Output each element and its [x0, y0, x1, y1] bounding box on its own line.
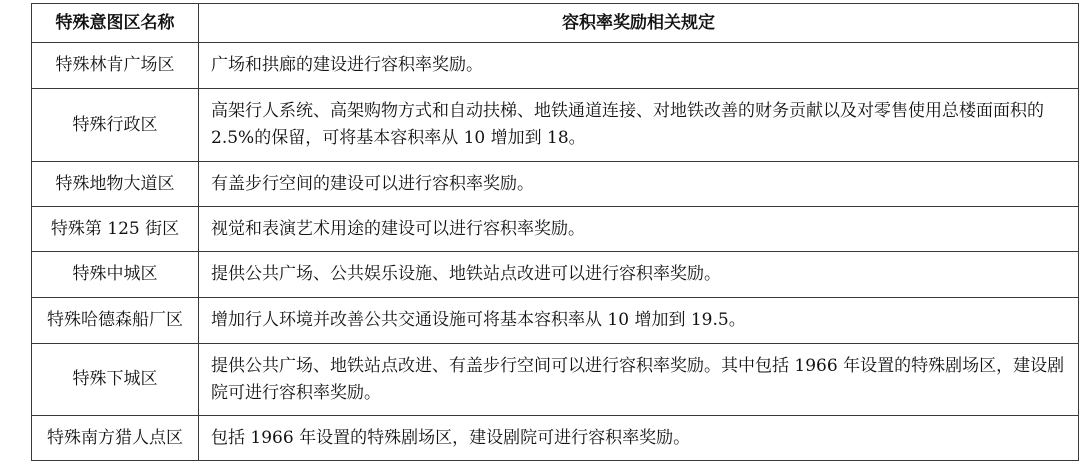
table-row: [32, 89, 1079, 162]
bonus-rule-cell: 增加行人环境并改善公共交通设施可将基本容积率从 10 增加到 19.5。: [199, 298, 1079, 344]
bonus-rule-cell: 视觉和表演艺术用途的建设可以进行容积率奖励。: [199, 207, 1079, 252]
table-row: [32, 43, 1079, 89]
table-row: [32, 344, 1079, 416]
district-name-cell: 特殊中城区: [32, 252, 199, 298]
header-district-name: 特殊意图区名称: [32, 4, 199, 43]
district-name-cell: 特殊林肯广场区: [32, 43, 199, 89]
district-name-cell: 特殊行政区: [32, 89, 199, 162]
bonus-rule-cell: 有盖步行空间的建设可以进行容积率奖励。: [199, 162, 1079, 207]
bonus-rule-cell: 广场和拱廊的建设进行容积率奖励。: [199, 43, 1079, 89]
table-header-row: [32, 4, 1079, 43]
district-name-cell: 特殊南方猎人点区: [32, 416, 199, 461]
bonus-rule-cell: 提供公共广场、公共娱乐设施、地铁站点改进可以进行容积率奖励。: [199, 252, 1079, 298]
table-row: [32, 207, 1079, 252]
table-row: [32, 162, 1079, 207]
district-name-cell: 特殊哈德森船厂区: [32, 298, 199, 344]
table-row: [32, 252, 1079, 298]
header-bonus-rules: 容积率奖励相关规定: [199, 4, 1079, 43]
bonus-rule-cell: 提供公共广场、地铁站点改进、有盖步行空间可以进行容积率奖励。其中包括 1966 年设置的特殊剧场区，建设剧院可进行容积率奖励。: [199, 344, 1079, 416]
bonus-rule-cell: 包括 1966 年设置的特殊剧场区，建设剧院可进行容积率奖励。: [199, 416, 1079, 461]
floor-area-ratio-bonus-table: [31, 3, 1079, 461]
district-name-cell: 特殊地物大道区: [32, 162, 199, 207]
table-row: [32, 416, 1079, 461]
table-row: [32, 298, 1079, 344]
district-name-cell: 特殊第 125 街区: [32, 207, 199, 252]
bonus-rule-cell: 高架行人系统、高架购物方式和自动扶梯、地铁通道连接、对地铁改善的财务贡献以及对零售使用总楼面面积的 2.5%的保留，可将基本容积率从 10 增加到 18。: [199, 89, 1079, 162]
district-name-cell: 特殊下城区: [32, 344, 199, 416]
